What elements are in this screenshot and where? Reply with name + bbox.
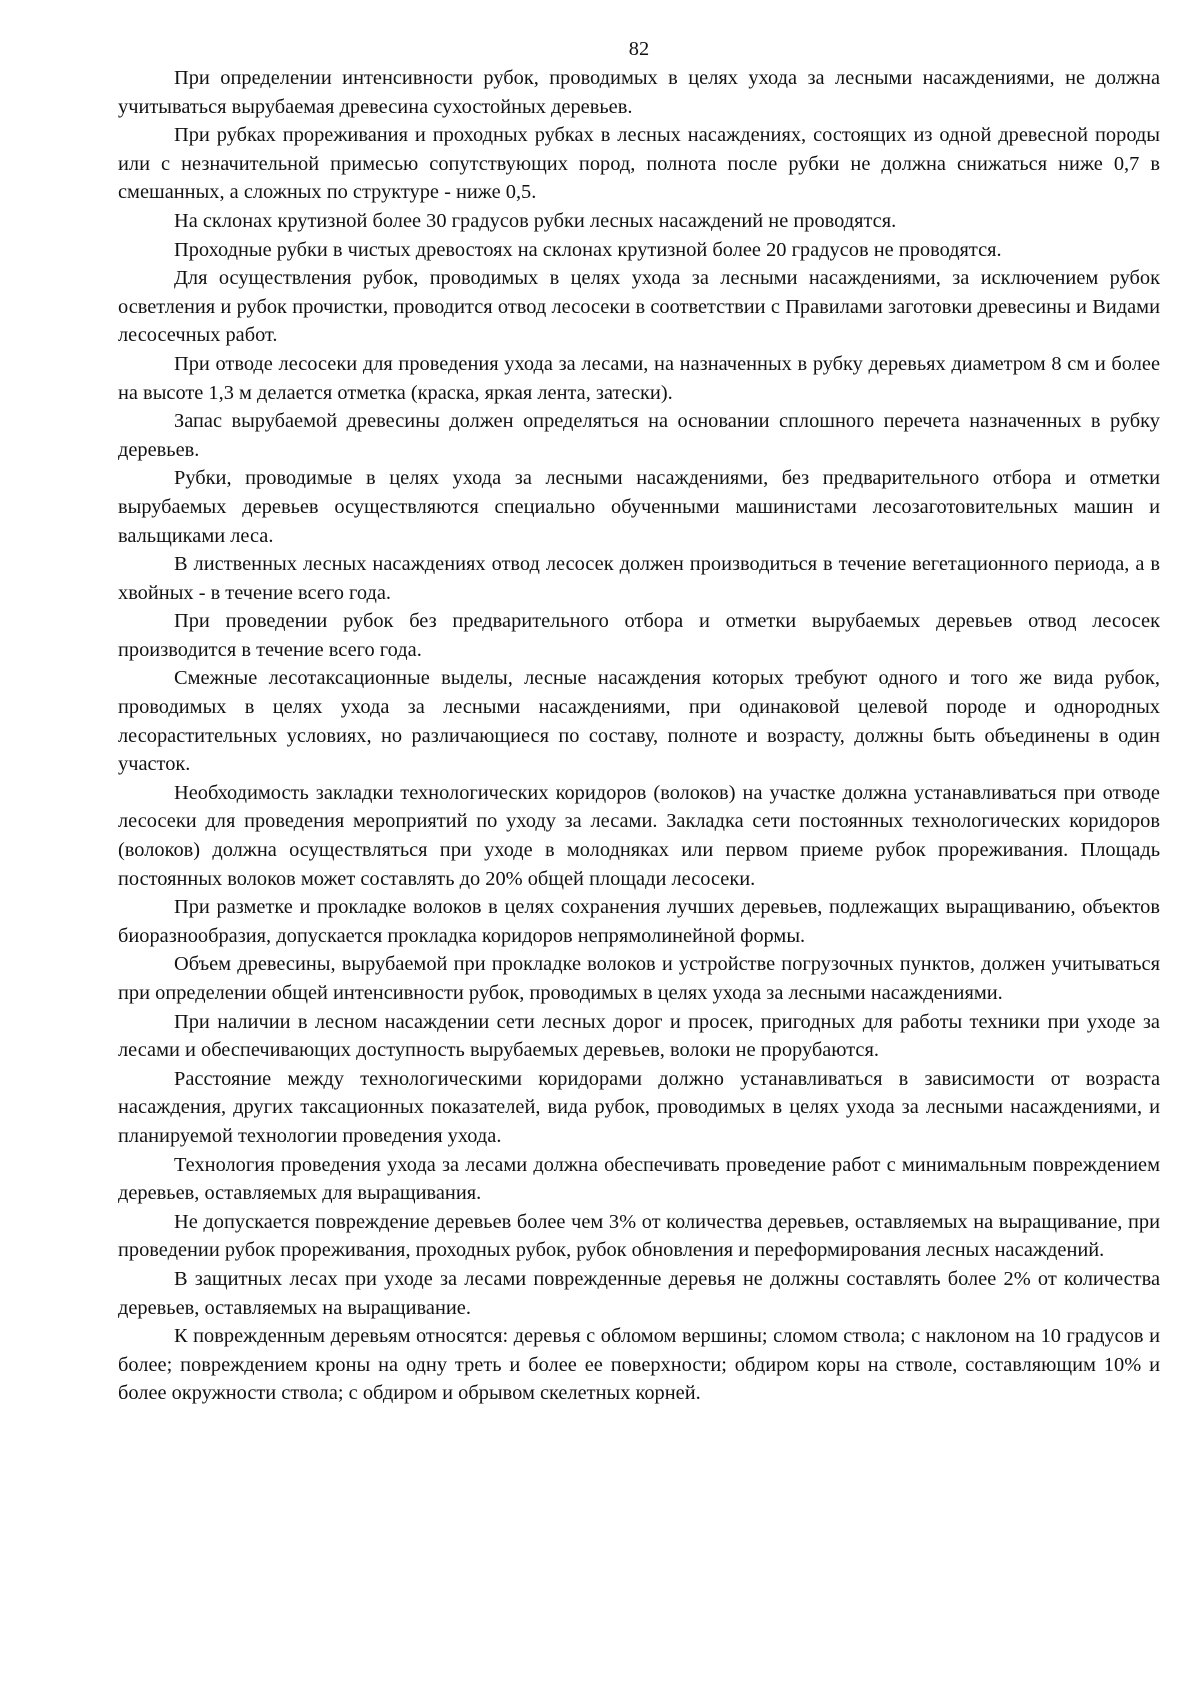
paragraph: Для осуществления рубок, проводимых в целях ухода за лесными насаждениями, за исключением рубок осветления и рубок прочистки, проводится отвод лесосеки в соответствии с Правилами заготовки древесины и Видами лесосечных работ.	[118, 267, 1160, 347]
paragraph: Не допускается повреждение деревьев более чем 3% от количества деревьев, оставляемых на выращивание, при проведении рубок прореживания, проходных рубок, рубок обновления и переформирования лесных насаждений.	[118, 1210, 1160, 1262]
paragraph: При рубках прореживания и проходных рубках в лесных насаждениях, состоящих из одной древесной породы или с незначительной примесью сопутствующих пород, полнота после рубки не должна снижаться ниже 0,7 в смешанных, а сложных по структуре - ниже 0,5.	[118, 124, 1160, 204]
paragraph: При проведении рубок без предварительного отбора и отметки вырубаемых деревьев отвод лесосек производится в течение всего года.	[118, 610, 1160, 661]
document-page	[118, 36, 1160, 1408]
paragraph: При отводе лесосеки для проведения ухода за лесами, на назначенных в рубку деревьях диаметром 8 см и более на высоте 1,3 м делается отметка (краска, яркая лента, затески).	[118, 352, 1160, 404]
paragraph: Запас вырубаемой древесины должен определяться на основании сплошного перечета назначенных в рубку деревьев.	[118, 410, 1160, 461]
paragraph: Рубки, проводимые в целях ухода за лесными насаждениями, без предварительного отбора и отметки вырубаемых деревьев осуществляются специально обученными машинистами лесозаготовительных машин и вальщиками леса.	[118, 467, 1160, 547]
paragraph: Объем древесины, вырубаемой при прокладке волоков и устройстве погрузочных пунктов, должен учитываться при определении общей интенсивности рубок, проводимых в целях ухода за лесными насаждениями.	[118, 953, 1160, 1004]
page-number: 82	[628, 38, 650, 60]
paragraph: Технология проведения ухода за лесами должна обеспечивать проведение работ с минимальным повреждением деревьев, оставляемых для выращивания.	[118, 1153, 1160, 1205]
paragraph: Необходимость закладки технологических коридоров (волоков) на участке должна устанавливаться при отводе лесосеки для проведения мероприятий по уходу за лесами. Закладка сети постоянных технологических коридоров (волоков) должна осуществляться при уходе в молодняках или первом приеме рубок прореживания. Площадь постоянных волоков может составлять до 20% общей площади лесосеки.	[118, 781, 1160, 890]
paragraph: При определении интенсивности рубок, проводимых в целях ухода за лесными насаждениями, не должна учитываться вырубаемая древесина сухостойных деревьев.	[118, 67, 1160, 118]
paragraph: Расстояние между технологическими коридорами должно устанавливаться в зависимости от возраста насаждения, других таксационных показателей, вида рубок, проводимых в целях ухода за лесными насаждениями, и планируемой технологии проведения ухода.	[118, 1067, 1160, 1147]
paragraph: Проходные рубки в чистых древостоях на склонах крутизной более 20 градусов не проводятся.	[174, 238, 1002, 261]
paragraph: В лиственных лесных насаждениях отвод лесосек должен производиться в течение вегетационного периода, а в хвойных - в течение всего года.	[118, 553, 1160, 604]
paragraph: К поврежденным деревьям относятся: деревья с обломом вершины; сломом ствола; с наклоном на 10 градусов и более; повреждением кроны на одну треть и более ее поверхности; обдиром коры на стволе, составляющим 10% и более окружности ствола; с обдиром и обрывом скелетных корней.	[118, 1325, 1160, 1405]
paragraph: В защитных лесах при уходе за лесами поврежденные деревья не должны составлять более 2% от количества деревьев, оставляемых на выращивание.	[118, 1267, 1160, 1319]
paragraph: На склонах крутизной более 30 градусов рубки лесных насаждений не проводятся.	[174, 209, 897, 232]
paragraph: При наличии в лесном насаждении сети лесных дорог и просек, пригодных для работы техники при уходе за лесами и обеспечивающих доступность вырубаемых деревьев, волоки не прорубаются.	[118, 1010, 1160, 1062]
paragraph: Смежные лесотаксационные выделы, лесные насаждения которых требуют одного и того же вида рубок, проводимых в целях ухода за лесными насаждениями, при одинаковой целевой породе и однородных лесорастительных условиях, но различающиеся по составу, полноте и возрасту, должны быть объединены в один участок.	[118, 667, 1160, 776]
paragraph: При разметке и прокладке волоков в целях сохранения лучших деревьев, подлежащих выращиванию, объектов биоразнообразия, допускается прокладка коридоров непрямолинейной формы.	[118, 896, 1160, 947]
